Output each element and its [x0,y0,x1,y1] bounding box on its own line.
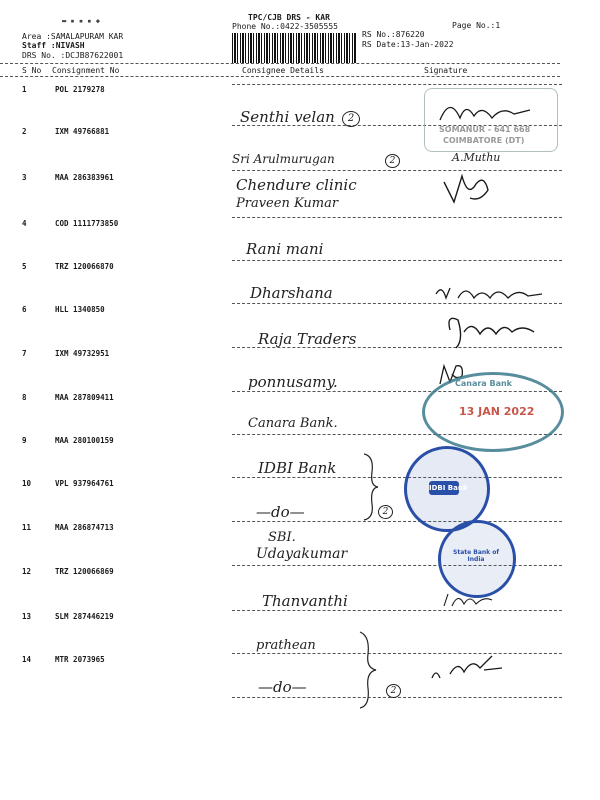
row-sno: 7 [22,349,27,358]
row-consignment: SLM 287446219 [55,612,114,621]
stamp-bank-name: State Bank of India [453,549,499,563]
col-consignment: Consignment No [52,66,120,75]
col-signature: Signature [424,66,468,75]
consignee-14: —do— [258,678,307,696]
consignee-11: SBI. [268,530,296,545]
row-sno: 2 [22,127,27,136]
row-consignment: IXM 49732951 [55,349,110,358]
sign-line [232,610,562,611]
row-sno: 14 [22,655,32,664]
small-mark: ▬ ▪ ▪ ▪ ◆ [62,17,100,25]
row-consignment: MAA 286874713 [55,523,114,532]
rs-date: RS Date:13-Jan-2022 [362,40,454,49]
header-rule-top [0,63,560,64]
circled-count: 2 [386,684,401,698]
page-number: Page No.:1 [452,21,501,30]
circled-count: 2 [378,505,393,519]
area-label: Area :SAMALAPURAM KAR [22,32,124,41]
row-consignment: HLL 1340850 [55,305,105,314]
sign-line [232,84,562,85]
consignee-9: IDBI Bank [258,459,337,477]
circled-count: 2 [385,154,400,168]
consignee-7: ponnusamy. [248,373,338,391]
consignee-5: Dharshana [250,284,333,302]
row-consignment: VPL 937964761 [55,479,114,488]
signature-scribble [432,280,552,310]
row-consignment: MAA 286383961 [55,173,114,182]
brace-mark [360,452,380,522]
consignee-12: Thanvanthi [262,592,348,610]
staff-label: Staff :NIVASH [22,41,85,50]
row-sno: 10 [22,479,32,488]
row-sno: 6 [22,305,27,314]
signature-scribble [428,648,508,688]
sign-line [232,477,562,478]
sbi-stamp [438,520,516,598]
consignee-2: Sri Arulmurugan [232,152,335,166]
consignee-11b: Udayakumar [256,546,348,562]
report-title: TPC/CJB DRS - KAR [248,13,330,22]
row-consignment: COD 1111773850 [55,219,119,228]
signature-2: A.Muthu [452,151,501,164]
stamp-date: 13 JAN 2022 [459,405,535,418]
canara-bank-stamp [422,372,564,452]
stamp-line: COIMBATORE (DT) [443,136,525,145]
consignee-8: Canara Bank. [248,416,338,431]
stamp-bank-name: IDBI Bank [429,481,459,495]
row-consignment: TRZ 120066869 [55,567,114,576]
stamp-line: SOMANUR - 641 668 [439,125,531,134]
col-sno: S No [22,66,42,75]
sign-line [232,170,562,171]
row-sno: 9 [22,436,27,445]
consignee-4: Rani mani [246,240,324,258]
row-sno: 13 [22,612,32,621]
consignee-3a: Chendure clinic [236,176,357,194]
drs-number: DRS No. :DCJB87622001 [22,51,124,60]
row-consignment: MAA 280100159 [55,436,114,445]
sign-line [232,217,562,218]
sign-line [232,653,562,654]
row-consignment: IXM 49766881 [55,127,110,136]
stamp-bank-name: Canara Bank [455,379,513,388]
circled-count: 2 [342,111,360,127]
rs-number: RS No.:876220 [362,30,425,39]
signature-scribble [440,168,500,212]
brace-mark [356,630,378,710]
consignee-13: prathean [256,638,316,653]
signature-scribble [442,310,552,354]
row-sno: 3 [22,173,27,182]
row-sno: 1 [22,85,27,94]
rubber-stamp-1 [424,88,558,152]
col-consignee: Consignee Details [242,66,324,75]
row-consignment: TRZ 120066870 [55,262,114,271]
row-sno: 11 [22,523,32,532]
barcode [232,33,356,63]
consignee-3b: Praveen Kumar [236,196,339,211]
sign-line [232,521,562,522]
phone-number: Phone No.:0422-3505555 [232,22,338,31]
row-sno: 12 [22,567,32,576]
sign-line [232,260,562,261]
row-sno: 8 [22,393,27,402]
row-consignment: MTR 2073965 [55,655,105,664]
consignee-10: —do— [256,503,305,521]
row-sno: 5 [22,262,27,271]
row-consignment: POL 2179278 [55,85,105,94]
consignee-6: Raja Traders [258,330,357,348]
header-rule-bottom [0,76,560,77]
row-consignment: MAA 287809411 [55,393,114,402]
row-sno: 4 [22,219,27,228]
consignee-1: Senthi velan [240,108,335,126]
